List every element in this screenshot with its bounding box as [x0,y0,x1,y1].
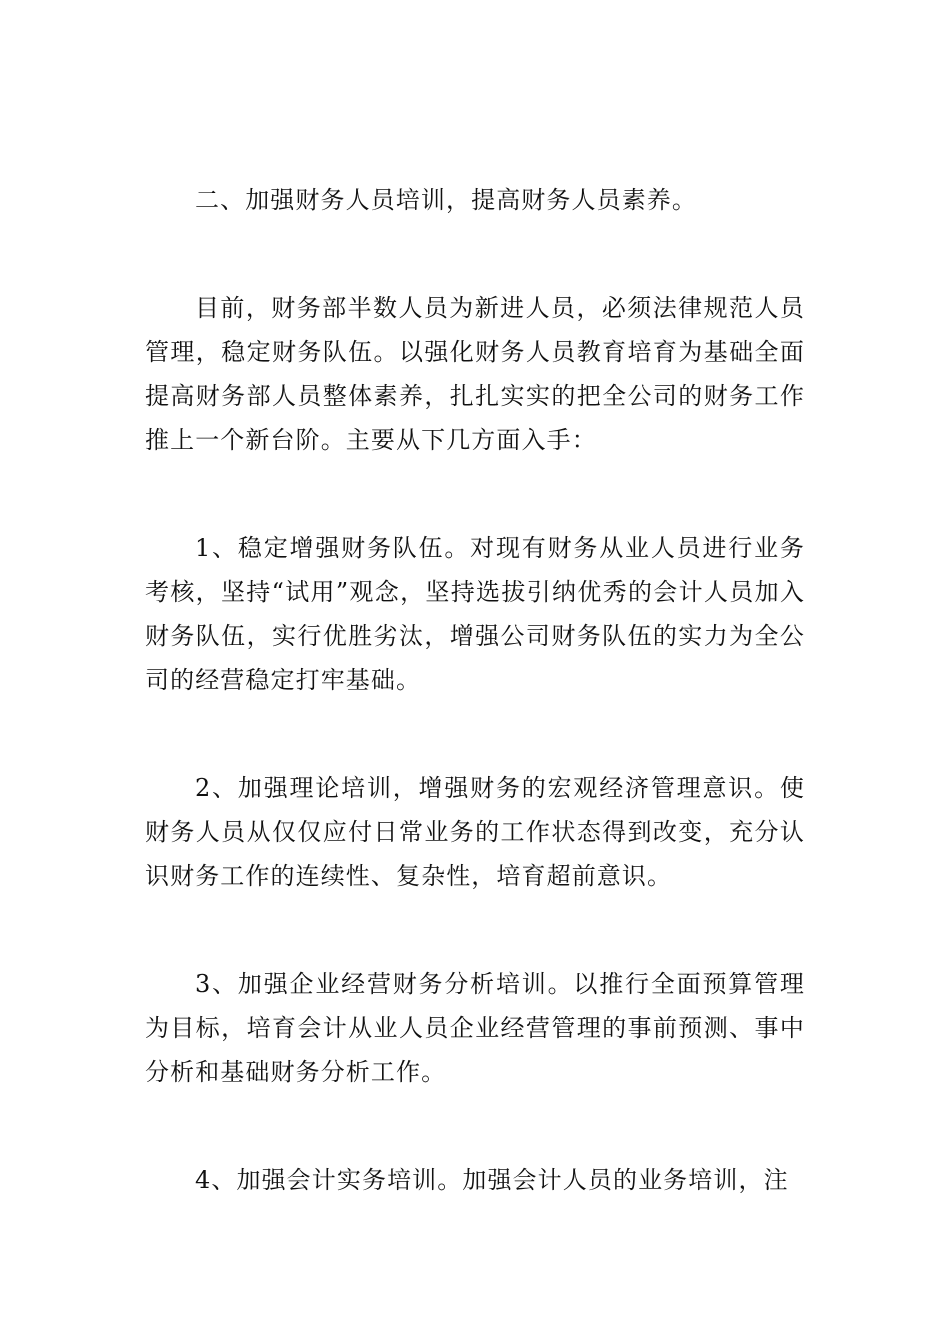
document-body [145,178,805,1202]
list-item-1: 1、稳定增强财务队伍。对现有财务从业人员进行业务考核，坚持“试用”观念，坚持选拔引纳优秀的会计人员加入财务队伍，实行优胜劣汰，增强公司财务队伍的实力为全公司的经营稳定打牢基础。 [145,534,805,694]
list-item-3: 3、加强企业经营财务分析培训。以推行全面预算管理为目标，培育会计从业人员企业经营管理的事前预测、事中分析和基础财务分析工作。 [145,970,805,1086]
intro-paragraph: 目前，财务部半数人员为新进人员，必须法律规范人员管理，稳定财务队伍。以强化财务人员教育培育为基础全面提高财务部人员整体素养，扎扎实实的把全公司的财务工作推上一个新台阶。主要从下几方面入手： [145,294,805,454]
list-item-4: 4、加强会计实务培训。加强会计人员的业务培训，注 [195,1166,789,1194]
section-heading: 二、加强财务人员培训，提高财务人员素养。 [195,186,697,214]
list-item-2: 2、加强理论培训，增强财务的宏观经济管理意识。使财务人员从仅仅应付日常业务的工作状态得到改变，充分认识财务工作的连续性、复杂性，培育超前意识。 [145,774,805,890]
